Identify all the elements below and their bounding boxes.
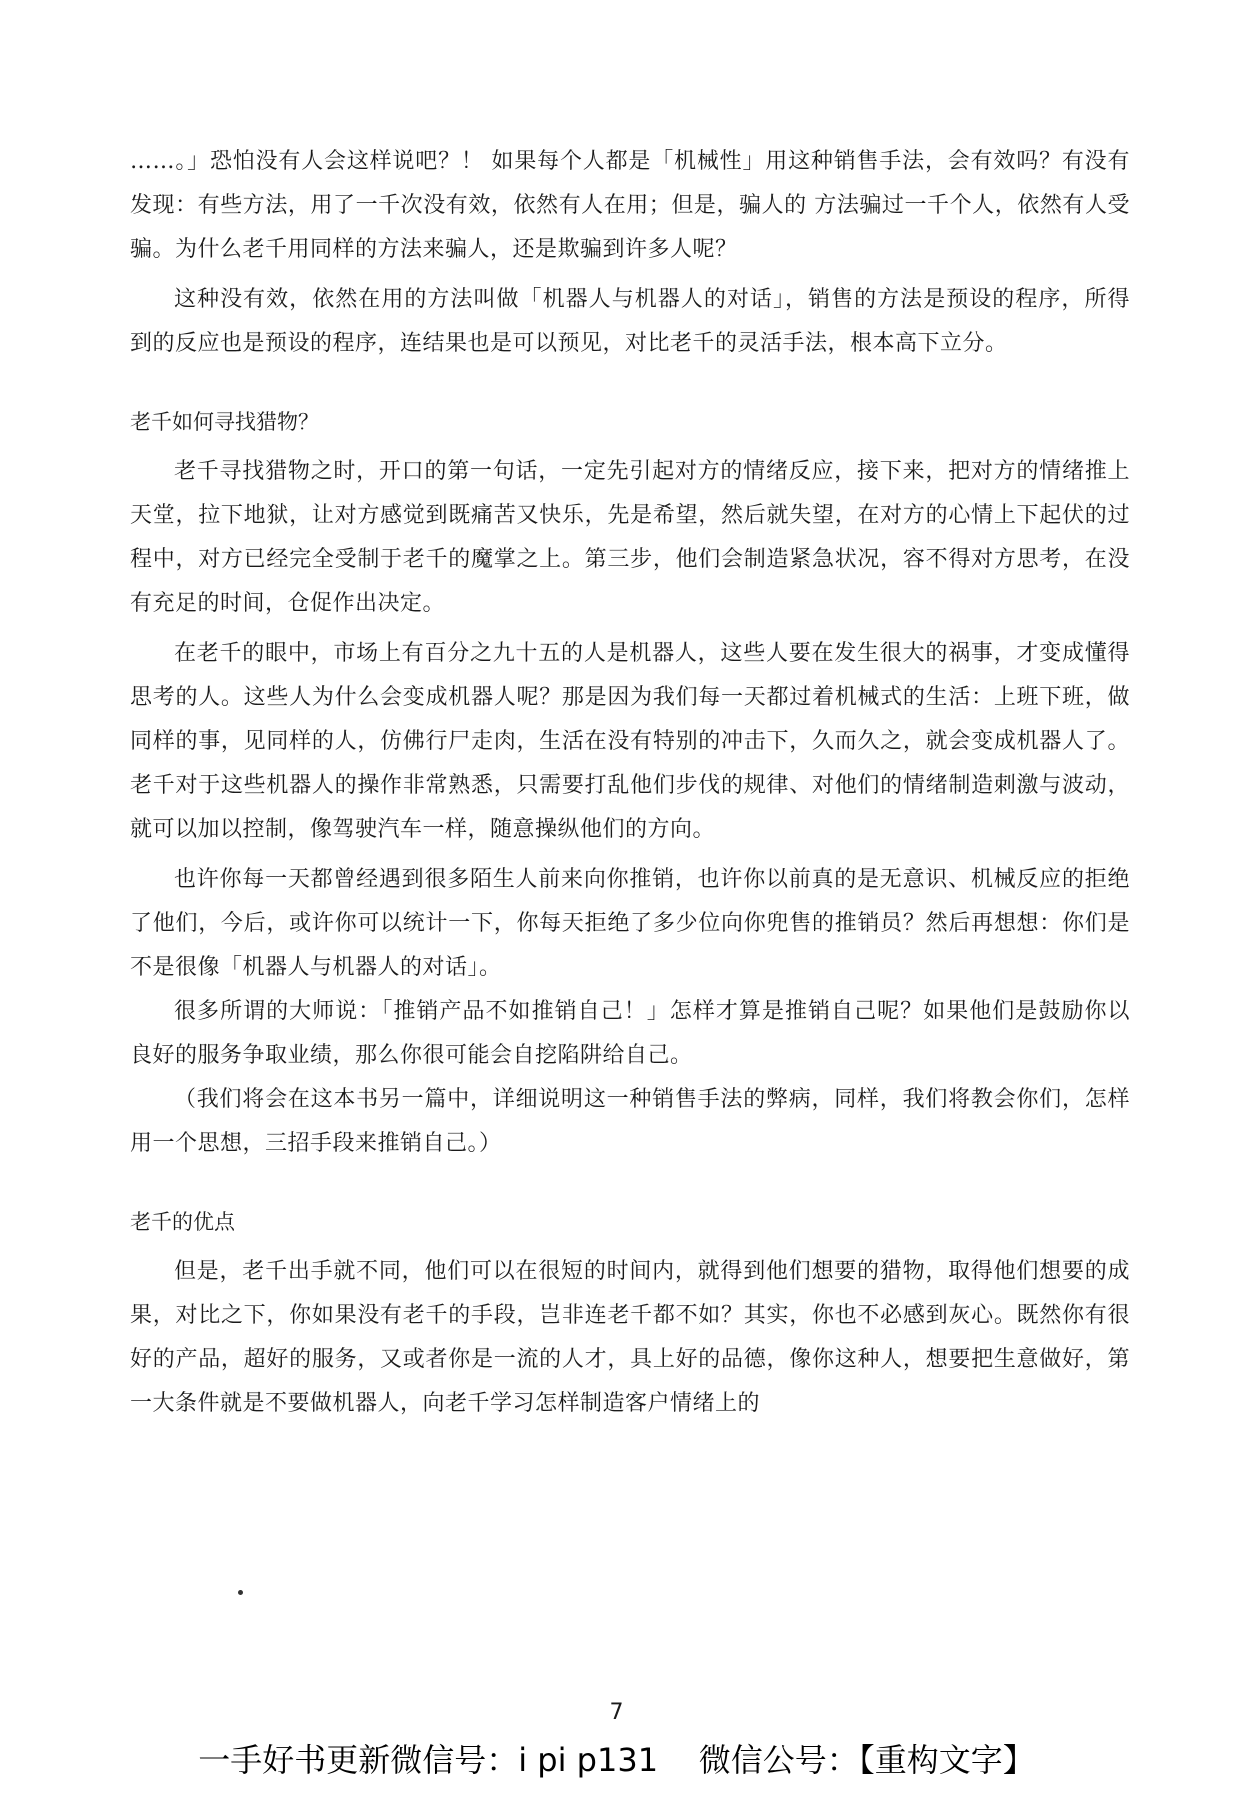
footer-watermark-text: 一手好书更新微信号：i pi p131 微信公号：【重构文字】 bbox=[198, 1741, 1035, 1779]
section-gap bbox=[130, 1166, 1130, 1200]
paragraph-7: （我们将会在这本书另一篇中，详细说明这一种销售手法的弊病，同样，我们将教会你们，怎样用一个思想，三招手段来推销自己。） bbox=[130, 1087, 1130, 1156]
page-body bbox=[130, 140, 1130, 1426]
scan-speck bbox=[238, 1590, 243, 1595]
section-gap bbox=[130, 366, 1130, 400]
paragraph-1: ……。」恐怕没有人会这样说吧？！ 如果每个人都是「机械性」用这种销售手法，会有效吗？有没有发现：有些方法，用了一千次没有效，依然有人在用；但是，骗人的 方法骗过一千个人，依然有人受骗。为什么老千用同样的方法来骗人，还是欺骗到许多人呢？ bbox=[130, 149, 1130, 262]
paragraph-3: 老千寻找猎物之时，开口的第一句话，一定先引起对方的情绪反应，接下来，把对方的情绪推上天堂，拉下地狱，让对方感觉到既痛苦又快乐，先是希望，然后就失望，在对方的心情上下起伏的过程中，对方已经完全受制于老千的魔掌之上。第三步，他们会制造紧急状况，容不得对方思考，在没有充足的时间，仓促作出决定。 bbox=[130, 459, 1130, 616]
page-number: 7 bbox=[609, 1700, 624, 1725]
paragraph-6: 很多所谓的大师说：「推销产品不如推销自己！」怎样才算是推销自己呢？如果他们是鼓励你以良好的服务争取业绩，那么你很可能会自挖陷阱给自己。 bbox=[130, 999, 1130, 1068]
paragraph-8: 但是，老千出手就不同，他们可以在很短的时间内，就得到他们想要的猎物，取得他们想要的成果，对比之下，你如果没有老千的手段，岂非连老千都不如？其实，你也不必感到灰心。既然你有很好的产品，超好的服务，又或者你是一流的人才，具上好的品德，像你这种人，想要把生意做好，第一大条件就是不要做机器人，向老千学习怎样制造客户情绪上的 bbox=[130, 1259, 1130, 1416]
paragraph-5: 也许你每一天都曾经遇到很多陌生人前来向你推销，也许你以前真的是无意识、机械反应的拒绝了他们，今后，或许你可以统计一下，你每天拒绝了多少位向你兜售的推销员？然后再想想：你们是不是很像「机器人与机器人的对话」。 bbox=[130, 867, 1130, 980]
paragraph-4: 在老千的眼中，市场上有百分之九十五的人是机器人，这些人要在发生很大的祸事，才变成懂得思考的人。这些人为什么会变成机器人呢？那是因为我们每一天都过着机械式的生活：上班下班，做同样的事，见同样的人，仿佛行尸走肉，生活在没有特别的冲击下，久而久之，就会变成机器人了。老千对于这些机器人的操作非常熟悉，只需要打乱他们步伐的规律、对他们的情绪制造刺激与波动，就可以加以控制，像驾驶汽车一样，随意操纵他们的方向。 bbox=[130, 641, 1130, 842]
paragraph-2: 这种没有效，依然在用的方法叫做「机器人与机器人的对话」，销售的方法是预设的程序，所得到的反应也是预设的程序，连结果也是可以预见，对比老千的灵活手法，根本高下立分。 bbox=[130, 287, 1130, 356]
section-heading-1: 老千如何寻找猎物？ bbox=[130, 410, 319, 434]
section-heading-2: 老千的优点 bbox=[130, 1210, 235, 1234]
